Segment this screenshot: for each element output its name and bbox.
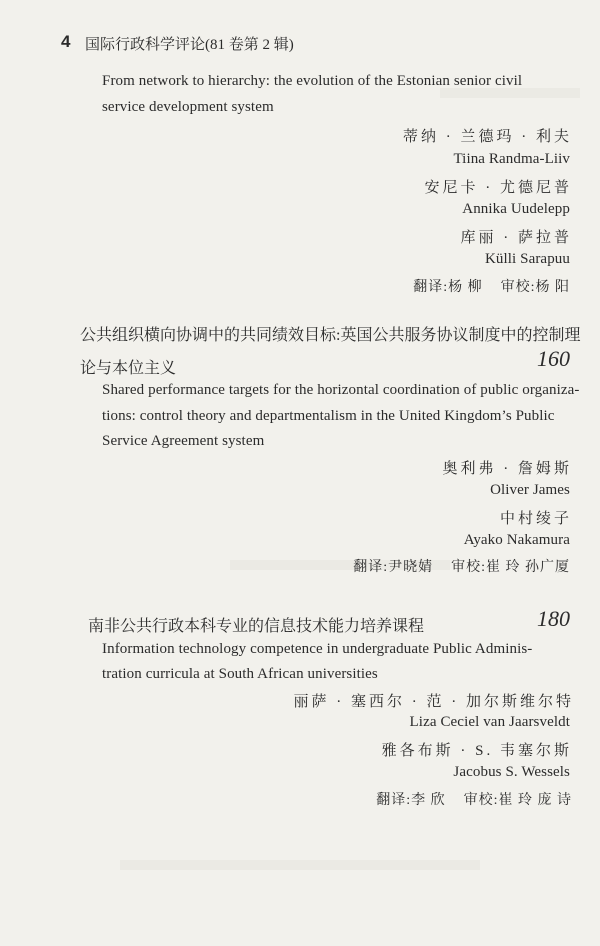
article-en-title-line: Shared performance targets for the horizontal coordination of public organiza- bbox=[102, 382, 580, 398]
author-cn: 库丽 · 萨拉普 bbox=[460, 230, 572, 246]
author-cn: 雅各布斯 · S. 韦塞尔斯 bbox=[381, 743, 572, 759]
author-en: Liza Ceciel van Jaarsveldt bbox=[409, 714, 570, 730]
article-page-number: 160 bbox=[537, 346, 570, 371]
translator-credits: 翻译:李 欣 审校:崔 玲 庞 诗 bbox=[376, 793, 572, 808]
author-en: Oliver James bbox=[490, 482, 570, 498]
author-en: Tiina Randma-Liiv bbox=[453, 151, 570, 167]
show-through bbox=[120, 860, 480, 870]
author-cn: 安尼卡 · 尤德尼普 bbox=[424, 180, 572, 196]
author-en: Jacobus S. Wessels bbox=[453, 764, 570, 780]
article-en-title-line: tions: control theory and departmentalism in the United Kingdom’s Public bbox=[102, 408, 555, 424]
article-en-title-line: From network to hierarchy: the evolution of the Estonian senior civil bbox=[102, 73, 523, 89]
author-en: Ayako Nakamura bbox=[463, 532, 570, 548]
article-page-number: 180 bbox=[537, 606, 570, 631]
translator-credits: 翻译:尹晓婧 审校:崔 玲 孙广厦 bbox=[353, 560, 570, 575]
article-cn-title-line: 南非公共行政本科专业的信息技术能力培养课程 bbox=[88, 618, 425, 635]
author-en: Külli Sarapuu bbox=[484, 251, 570, 267]
page-number: 4 bbox=[61, 32, 71, 51]
author-cn: 中村绫子 bbox=[499, 511, 572, 527]
article-en-title-line: Service Agreement system bbox=[102, 433, 265, 449]
article-en-title-line: service development system bbox=[102, 99, 274, 115]
translator-credits: 翻译:杨 柳 审校:杨 阳 bbox=[413, 280, 570, 295]
author-cn: 丽萨 · 塞西尔 · 范 · 加尔斯维尔特 bbox=[293, 694, 574, 710]
author-cn: 蒂纳 · 兰德玛 · 利夫 bbox=[403, 129, 572, 145]
article-en-title-line: tration curricula at South African universities bbox=[102, 666, 378, 682]
article-en-title-line: Information technology competence in undergraduate Public Adminis- bbox=[102, 641, 533, 657]
running-head: 国际行政科学评论(81 卷第 2 辑) bbox=[85, 37, 294, 53]
article-cn-title-line: 论与本位主义 bbox=[80, 360, 177, 377]
article-cn-title-line: 公共组织横向协调中的共同绩效目标:英国公共服务协议制度中的控制理 bbox=[80, 327, 581, 344]
author-cn: 奥利弗 · 詹姆斯 bbox=[442, 461, 572, 477]
author-en: Annika Uudelepp bbox=[462, 201, 570, 217]
